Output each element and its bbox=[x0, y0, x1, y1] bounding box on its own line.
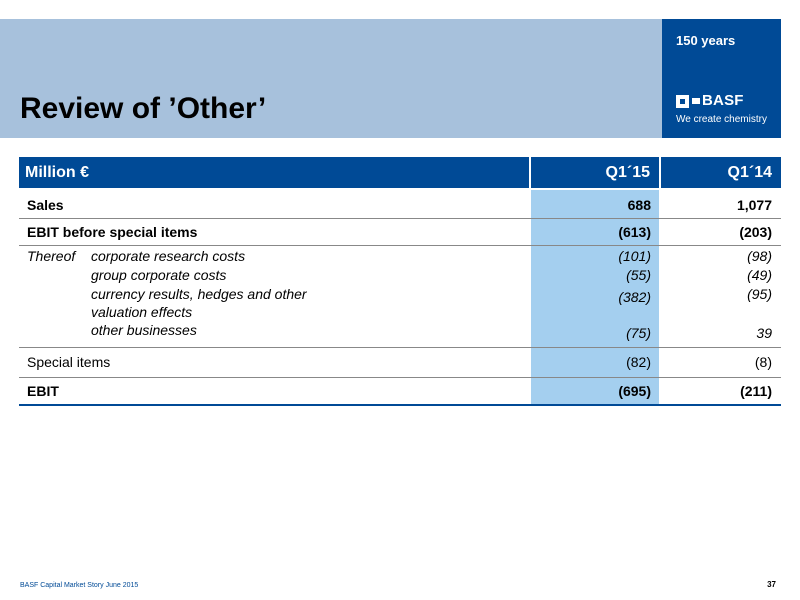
value-q1-15: (55) bbox=[626, 267, 651, 283]
value-q1-14: (211) bbox=[740, 383, 772, 399]
row-label: group corporate costs bbox=[91, 267, 227, 283]
value-q1-15: (82) bbox=[626, 354, 651, 370]
row-divider bbox=[19, 377, 781, 378]
header-q1-15: Q1´15 bbox=[531, 157, 659, 188]
page-title: Review of ’Other’ bbox=[20, 92, 267, 125]
row-divider bbox=[19, 347, 781, 348]
header-unit: Million € bbox=[19, 157, 529, 188]
value-q1-14: (203) bbox=[739, 224, 772, 240]
value-q1-15: (101) bbox=[618, 248, 651, 264]
row-divider bbox=[19, 218, 781, 219]
value-q1-14: 39 bbox=[756, 325, 772, 341]
row-label: corporate research costs bbox=[91, 248, 246, 264]
logo-text: BASF bbox=[702, 92, 744, 109]
footer-source: BASF Capital Market Story June 2015 bbox=[20, 582, 139, 589]
value-q1-14: (95) bbox=[747, 286, 772, 302]
value-q1-15: (75) bbox=[626, 325, 651, 341]
value-q1-14: 1,077 bbox=[736, 197, 772, 213]
table-header bbox=[19, 157, 781, 188]
row-label: EBIT before special items bbox=[27, 224, 198, 240]
financial-table bbox=[19, 157, 781, 407]
row-label: EBIT bbox=[27, 383, 59, 399]
value-q1-15: (382) bbox=[618, 289, 651, 305]
basf-logo bbox=[676, 93, 744, 109]
brand-box bbox=[662, 19, 781, 138]
value-q1-15: 688 bbox=[627, 197, 651, 213]
row-label: Sales bbox=[27, 197, 64, 213]
brand-claim: We create chemistry bbox=[676, 114, 767, 125]
value-q1-15: (613) bbox=[618, 224, 651, 240]
row-label: other businesses bbox=[91, 322, 197, 338]
value-q1-14: (49) bbox=[747, 267, 772, 283]
table-bottom-rule bbox=[19, 404, 781, 406]
logo-square-icon bbox=[676, 95, 689, 108]
row-label: valuation effects bbox=[91, 304, 193, 320]
thereof-prefix: Thereof bbox=[27, 248, 76, 264]
anniversary-label: 150 years bbox=[676, 33, 736, 48]
value-q1-14: (98) bbox=[747, 248, 772, 264]
page-number: 37 bbox=[767, 580, 776, 589]
row-divider bbox=[19, 245, 781, 246]
logo-bar-icon bbox=[692, 98, 700, 104]
row-label: currency results, hedges and other bbox=[91, 286, 307, 302]
header-q1-14: Q1´14 bbox=[661, 157, 781, 188]
value-q1-15: (695) bbox=[618, 383, 651, 399]
row-label: Special items bbox=[27, 354, 111, 370]
value-q1-14: (8) bbox=[754, 354, 772, 370]
